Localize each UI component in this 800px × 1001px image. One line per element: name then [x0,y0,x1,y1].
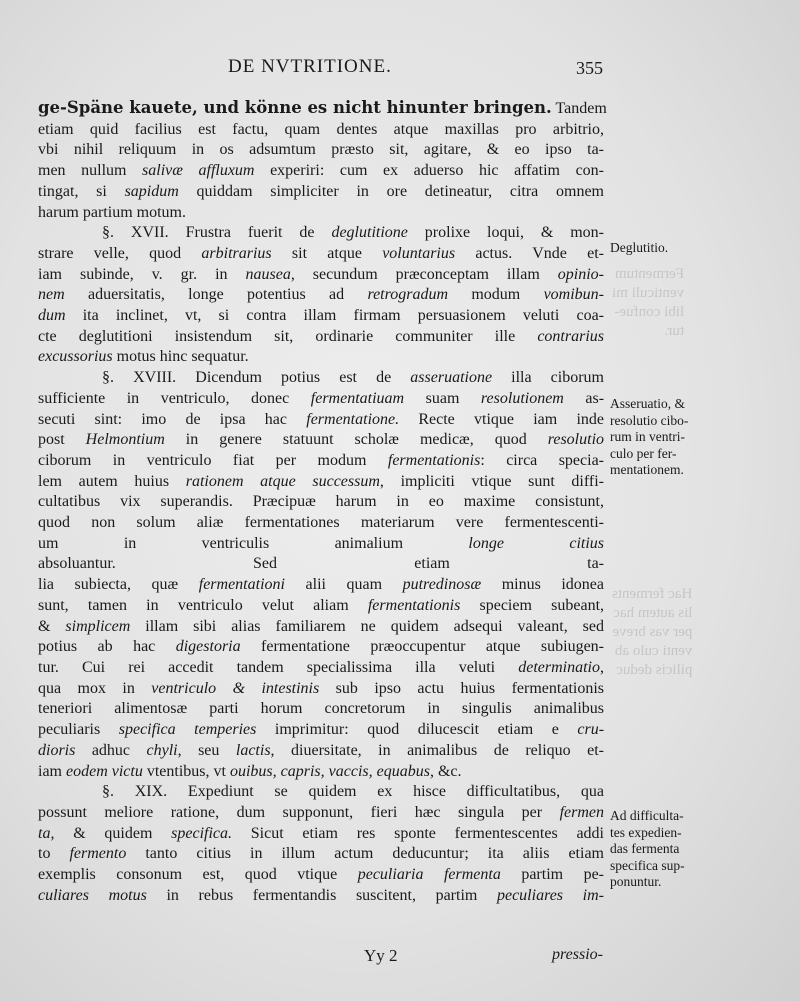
text-line: possunt meliore ratione, dum supponunt, fieri hæc singula per fermen [38,803,604,821]
text-line: iam eodem victu vtentibus, vt ouibus, capris, vaccis, equabus, &c. [38,762,462,780]
text-line: harum partium motum. [38,203,186,221]
text-line: exemplis consonum est, quod vtique peculiaria fermenta partim pe- [38,866,604,884]
text-line: iam subinde, v. gr. in nausea, secundum præconceptam illam opinio- [38,265,604,283]
text-line: absoluantur. Sed etiam ta- [38,555,604,573]
text-line: cte deglutitioni insistendum sit, ordinarie communiter ille contrarius [38,327,604,345]
text-line: tur. Cui rei accedit tandem specialissima illa veluti determinatio, [38,658,604,676]
text-line: §. XIX. Expediunt se quidem ex hisce difficultatibus, qua [102,783,604,801]
text-line: potius ab hac digestoria fermentatione præoccupentur atque subiugen- [38,638,605,656]
text-line: to fermento tanto citius in illum actum deducuntur; ita aliis etiam [38,845,604,863]
text-line: qua mox in ventriculo & intestinis sub ipso actu huius fermentationis [38,679,604,697]
page-header [0,56,800,82]
text-line: excussorius motus hinc sequatur. [38,348,249,366]
text-line: etiam quid facilius est factu, quam dentes atque maxillas pro arbitrio, [38,120,604,138]
running-title: DE NVTRITIONE. [228,56,392,77]
text-line: tingat, si sapidum quiddam simpliciter in ore detineatur, citra omnem [38,182,604,200]
text-line: secuti sint: imo de ipsa hac fermentatione. Recte vtique iam inde [38,410,605,428]
text-line: dum ita inclinet, vt, si contra illam firmam persuasionem veluti coa- [38,307,604,325]
text-line: §. XVII. Frustra fuerit de deglutitione prolixe loqui, & mon- [102,224,605,242]
text-line: cultatibus vix superandis. Præcipuæ harum in eo maxime consistunt, [38,493,604,511]
main-text [38,98,607,906]
bleed-through-text: Hac ferments lis autem hac per vas breve venti culo ab pilicis deduc [612,586,693,678]
text-line: ta, & quidem specifica. Sicut etiam res sponte fermentescentes addi [38,824,605,842]
catchword: pressio- [552,946,603,963]
text-line: ge-Späne kauete, und könne es nicht hinunter bringen. Tandem [38,98,607,117]
text-line: §. XVIII. Dicendum potius est de asseruatione illa ciborum [102,369,604,387]
text-line: sunt, tamen in ventriculo velut aliam fermentationis speciem subeant, [38,596,605,614]
text-line: quod non solum aliæ fermentationes materiarum vere fermentescenti- [38,514,604,532]
text-line: ciborum in ventriculo fiat per modum fermentationis: circa specia- [38,451,605,469]
margin-note-difficultates: Ad difficulta- tes expedien- das fermenta specifica sup- ponuntur. [610,808,685,889]
text-line: teneriori alimentosæ parti horum concretorum in singulis animalibus [38,700,604,718]
text-line: culiares motus in rebus fermentandis suscitent, partim peculiares im- [38,886,604,904]
text-line: um in ventriculis animalium longe citius [38,534,605,552]
bleed-through-text: Fermentum venticuli mi libi confue- tur. [612,266,685,339]
margin-note-asseruatio: Asseruatio, & resolutio cibo- rum in ventri- culo per fer- mentationem. [610,396,689,477]
text-line: & simplicem illam sibi alias familiarem ne quidem adsequi valeant, sed [38,617,605,635]
text-line: vbi nihil reliquum in os adsumtum præsto sit, agitare, & eo ipso ta- [38,141,604,159]
text-line: strare velle, quod arbitrarius sit atque voluntarius actus. Vnde et- [38,244,604,262]
text-line: men nullum salivæ affluxum experiri: cum ex aduerso hic affatim con- [38,162,604,180]
page-number: 355 [576,58,603,78]
text-line: lem autem huius rationem atque successum, impliciti vtique sunt diffi- [38,472,604,490]
signature-mark: Yy 2 [364,946,398,965]
text-line: nem aduersitatis, longe potentius ad retrogradum modum vomibun- [38,286,604,304]
text-line: lia subiecta, quæ fermentationi alii quam putredinosæ minus idonea [38,576,605,594]
margin-note-deglutitio: Deglutitio. [610,240,669,255]
text-line: peculiaris specifica temperies imprimitur: quod dilucescit etiam e cru- [38,721,605,739]
text-line: post Helmontium in genere statuunt scholæ medicæ, quod resolutio [38,431,605,449]
text-line: dioris adhuc chyli, seu lactis, diuersitate, in animalibus de reliquo et- [38,741,604,759]
text-line: sufficiente in ventriculo, donec fermentatiuam suam resolutionem as- [38,389,605,407]
